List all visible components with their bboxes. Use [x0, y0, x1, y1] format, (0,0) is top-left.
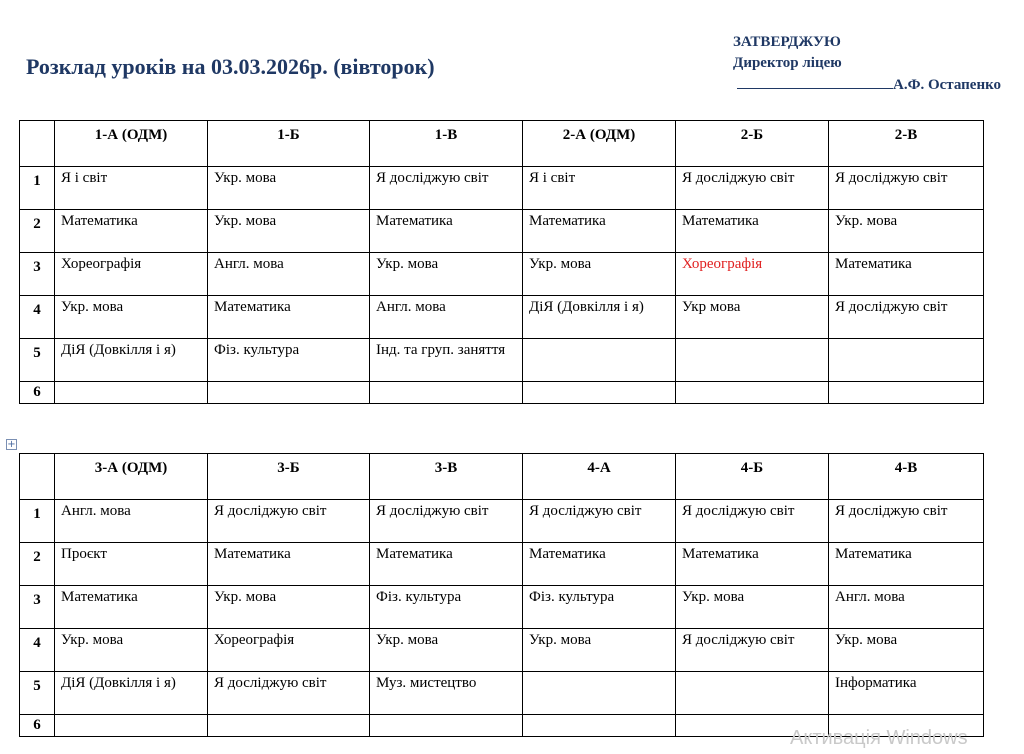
header-class: 1-А (ОДМ)	[55, 121, 208, 167]
lesson-number: 1	[20, 167, 55, 210]
lesson-cell: Я досліджую світ	[370, 500, 523, 543]
lesson-cell	[523, 339, 676, 382]
lesson-cell: Укр. мова	[676, 586, 829, 629]
header-class: 4-Б	[676, 454, 829, 500]
lesson-cell: Укр. мова	[370, 629, 523, 672]
lesson-cell	[829, 339, 984, 382]
lesson-cell: Інформатика	[829, 672, 984, 715]
lesson-cell: Математика	[55, 210, 208, 253]
approval-name: А.Ф. Остапенко	[893, 77, 1002, 93]
lesson-cell	[55, 382, 208, 404]
lesson-cell	[676, 672, 829, 715]
schedule-table-grades-1-2	[19, 120, 984, 404]
lesson-cell: Математика	[676, 210, 829, 253]
lesson-cell: Я досліджую світ	[676, 167, 829, 210]
lesson-cell	[370, 382, 523, 404]
header-class: 2-Б	[676, 121, 829, 167]
lesson-cell	[523, 672, 676, 715]
lesson-cell	[523, 382, 676, 404]
lesson-cell: Я і світ	[55, 167, 208, 210]
lesson-cell: Я досліджую світ	[829, 500, 984, 543]
table-row	[20, 672, 984, 715]
lesson-cell: Муз. мистецтво	[370, 672, 523, 715]
lesson-cell: Я досліджую світ	[523, 500, 676, 543]
header-lesson-number	[20, 454, 55, 500]
lesson-cell	[208, 715, 370, 737]
lesson-cell: Укр. мова	[55, 629, 208, 672]
lesson-cell: ДіЯ (Довкілля і я)	[55, 339, 208, 382]
lesson-cell	[523, 715, 676, 737]
header-class: 2-А (ОДМ)	[523, 121, 676, 167]
table-header-row	[20, 121, 984, 167]
move-handle-icon[interactable]: +	[7, 439, 16, 450]
lesson-cell: Я досліджую світ	[676, 629, 829, 672]
lesson-cell	[208, 382, 370, 404]
lesson-cell: ДіЯ (Довкілля і я)	[523, 296, 676, 339]
lesson-cell: Хореографія	[55, 253, 208, 296]
table-row	[20, 167, 984, 210]
lesson-cell: Укр. мова	[829, 629, 984, 672]
table-row	[20, 382, 984, 404]
lesson-cell: Математика	[208, 296, 370, 339]
header-class: 3-А (ОДМ)	[55, 454, 208, 500]
header-class: 1-Б	[208, 121, 370, 167]
lesson-cell: Укр. мова	[55, 296, 208, 339]
lesson-number: 2	[20, 543, 55, 586]
header-class: 1-В	[370, 121, 523, 167]
approval-block	[733, 32, 1001, 96]
lesson-cell: Укр. мова	[523, 253, 676, 296]
table-row	[20, 500, 984, 543]
lesson-number: 4	[20, 296, 55, 339]
lesson-cell: Я досліджую світ	[829, 167, 984, 210]
lesson-cell: Я досліджую світ	[208, 672, 370, 715]
lesson-cell: Математика	[829, 543, 984, 586]
table-row	[20, 253, 984, 296]
lesson-cell: Інд. та груп. заняття	[370, 339, 523, 382]
approval-signature	[733, 74, 1001, 96]
header-class: 3-Б	[208, 454, 370, 500]
lesson-cell: Математика	[370, 210, 523, 253]
approval-position: Директор ліцею	[733, 55, 842, 71]
lesson-cell: Фіз. культура	[523, 586, 676, 629]
table-row	[20, 586, 984, 629]
lesson-number: 6	[20, 715, 55, 737]
table-row	[20, 543, 984, 586]
lesson-number: 3	[20, 586, 55, 629]
lesson-cell-highlighted: Хореографія	[676, 253, 829, 296]
lesson-cell: Фіз. культура	[370, 586, 523, 629]
lesson-cell: Укр мова	[676, 296, 829, 339]
lesson-number: 1	[20, 500, 55, 543]
lesson-cell: Англ. мова	[370, 296, 523, 339]
lesson-cell: Математика	[523, 210, 676, 253]
lesson-cell: Математика	[829, 253, 984, 296]
lesson-cell: Я досліджую світ	[208, 500, 370, 543]
approval-heading: ЗАТВЕРДЖУЮ	[733, 34, 841, 50]
lesson-cell: Математика	[208, 543, 370, 586]
lesson-cell: Укр. мова	[208, 586, 370, 629]
lesson-number: 2	[20, 210, 55, 253]
header-class: 4-А	[523, 454, 676, 500]
lesson-cell: Математика	[676, 543, 829, 586]
header-class: 2-В	[829, 121, 984, 167]
lesson-cell: Математика	[55, 586, 208, 629]
header-class: 4-В	[829, 454, 984, 500]
header-class: 3-В	[370, 454, 523, 500]
schedule-table-grades-3-4	[19, 453, 984, 737]
lesson-number: 5	[20, 339, 55, 382]
lesson-cell: Проєкт	[55, 543, 208, 586]
lesson-cell: Хореографія	[208, 629, 370, 672]
table-row	[20, 629, 984, 672]
lesson-number: 6	[20, 382, 55, 404]
lesson-cell: Укр. мова	[523, 629, 676, 672]
lesson-cell: Укр. мова	[208, 167, 370, 210]
table-row	[20, 296, 984, 339]
windows-activation-watermark: Активація Windows	[790, 727, 968, 749]
lesson-cell: Укр. мова	[208, 210, 370, 253]
lesson-number: 5	[20, 672, 55, 715]
table-header-row	[20, 454, 984, 500]
lesson-cell	[676, 339, 829, 382]
lesson-cell: Я і світ	[523, 167, 676, 210]
signature-line	[737, 74, 893, 89]
lesson-cell: Математика	[523, 543, 676, 586]
lesson-cell: Фіз. культура	[208, 339, 370, 382]
lesson-cell: Математика	[370, 543, 523, 586]
lesson-cell	[370, 715, 523, 737]
lesson-cell: Укр. мова	[370, 253, 523, 296]
lesson-number: 4	[20, 629, 55, 672]
lesson-cell: Я досліджую світ	[829, 296, 984, 339]
lesson-number: 3	[20, 253, 55, 296]
lesson-cell: Я досліджую світ	[676, 500, 829, 543]
table-row	[20, 210, 984, 253]
lesson-cell: Англ. мова	[829, 586, 984, 629]
lesson-cell: Англ. мова	[208, 253, 370, 296]
header-lesson-number	[20, 121, 55, 167]
lesson-cell	[55, 715, 208, 737]
table-row	[20, 339, 984, 382]
page-title: Розклад уроків на 03.03.2026р. (вівторок)	[26, 54, 435, 79]
lesson-cell	[676, 382, 829, 404]
lesson-cell: ДіЯ (Довкілля і я)	[55, 672, 208, 715]
lesson-cell	[829, 382, 984, 404]
lesson-cell: Англ. мова	[55, 500, 208, 543]
lesson-cell: Я досліджую світ	[370, 167, 523, 210]
lesson-cell: Укр. мова	[829, 210, 984, 253]
